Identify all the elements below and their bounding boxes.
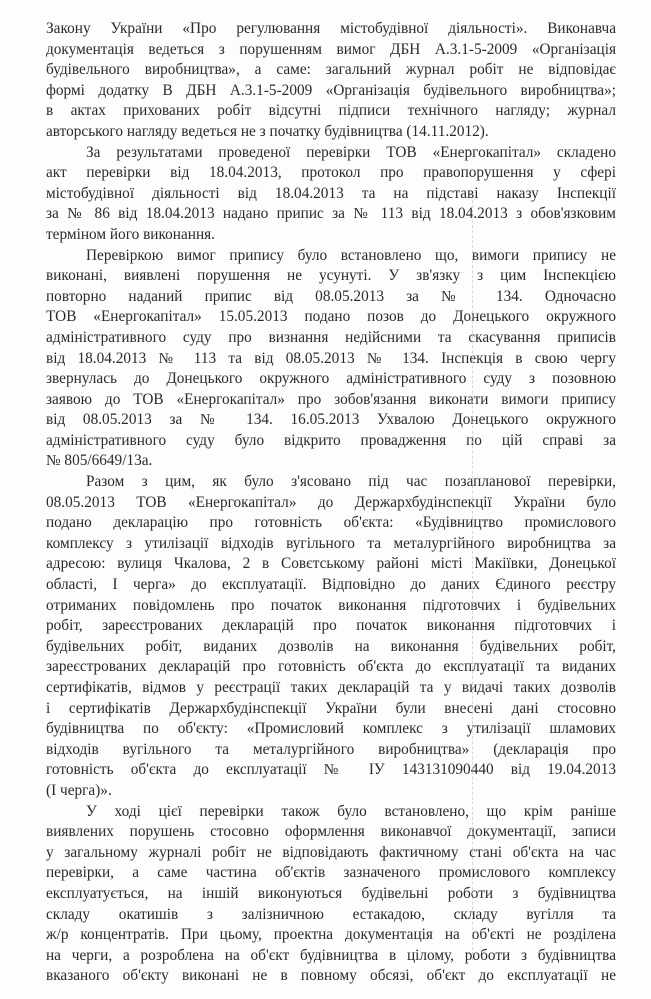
- text-line: авторського нагляду ведеться не з початку будівництва (14.11.2012).: [46, 122, 489, 140]
- text-line: формі додатку В ДБН А.3.1-5-2009 «Організація будівельного виробництва»;: [46, 81, 616, 99]
- paragraph: [46, 246, 616, 473]
- text-line: комплексу з утилізації відходів вугільного та металургійного виробництва за: [46, 534, 616, 552]
- text-line: і сертифікатів Держархбудінспекції України були внесені дані стосовно: [46, 699, 616, 717]
- text-line: будівництва по об'єкту: «Промисловий комплекс з утилізації шламових: [46, 720, 616, 738]
- text-line: відходів вугільного та металургійного виробництва» (декларація про: [46, 740, 616, 758]
- text-line: (І черга)».: [46, 781, 112, 799]
- paragraph: [46, 802, 616, 987]
- text-line: області, I черга» до експлуатації. Відповідно до даних Єдиного реєстру: [46, 576, 616, 594]
- document-page: [46, 19, 616, 987]
- text-line: заявою до ТОВ «Енергокапітал» про зобов'язання виконати вимоги припису: [46, 390, 616, 408]
- text-line: будівельних робіт, виданих дозволів на виконання будівельних робіт,: [46, 637, 616, 655]
- text-line: перевірки, а саме частина об'єктів зазначеного промислового комплексу: [46, 864, 616, 882]
- paragraph: [46, 472, 616, 802]
- text-line: звернулась до Донецького окружного адміністративного суду з позовною: [46, 370, 616, 388]
- text-line: У ході цієї перевірки також було встановлено, що крім раніше: [86, 802, 616, 820]
- text-line: містобудівної діяльності від 18.04.2013 та на підставі наказу Інспекції: [46, 184, 616, 202]
- paragraph: [46, 143, 616, 246]
- scan-fold-line: [472, 200, 474, 960]
- text-line: адресою: вулиця Чкалова, 2 в Совєтському районі місті Макіївки, Донецької: [46, 555, 616, 573]
- text-line: виявлених порушень стосовно оформлення виконавчої документації, записи: [46, 823, 616, 841]
- text-line: експлуатується, на іншій виконуються будівельні роботи з будівництва: [46, 884, 616, 902]
- text-line: адміністративного суду про визнання недійсними та скасування приписів: [46, 328, 616, 346]
- text-line: документація ведеться з порушенням вимог ДБН А.3.1-5-2009 «Організація: [46, 40, 616, 58]
- text-line: будівельного виробництва», а саме: загальний журнал робіт не відповідає: [46, 61, 616, 79]
- text-line: ж/р концентратів. При цьому, проектна документація на об'єкті не розділена: [46, 926, 616, 944]
- text-line: зареєстрованих декларацій про готовність об'єкта до експлуатації та виданих: [46, 658, 616, 676]
- text-line: адміністративного суду було відкрито провадження по цій справі за: [46, 431, 616, 449]
- text-line: отриманих повідомлень про початок виконання підготовчих і будівельних: [46, 596, 616, 614]
- text-line: Разом з цим, як було з'ясовано під час позапланової перевірки,: [86, 473, 616, 491]
- text-line: 08.05.2013 ТОВ «Енергокапітал» до Держархбудінспекції України було: [46, 493, 616, 511]
- text-line: від 08.05.2013 за № 134. 16.05.2013 Ухвалою Донецького окружного: [46, 411, 616, 429]
- text-line: готовність об'єкта до експлуатації № ІУ 143131090440 від 19.04.2013: [46, 761, 616, 779]
- text-line: № 805/6649/13а.: [46, 452, 153, 470]
- text-line: подано декларацію про готовність об'єкта: «Будівництво промислового: [46, 514, 616, 532]
- text-line: За результатами проведеної перевірки ТОВ «Енергокапітал» складено: [86, 143, 616, 161]
- text-line: у загальному журналі робіт не відповідають фактичному стані об'єкта на час: [46, 843, 616, 861]
- text-line: робіт, зареєстрованих декларацій про початок виконання підготовчих і: [46, 617, 616, 635]
- paragraph: [46, 19, 616, 143]
- text-line: від 18.04.2013 № 113 та від 08.05.2013 № 134. Інспекція в свою чергу: [46, 349, 616, 367]
- text-line: вказаного об'єкту виконані не в повному обсязі, об'єкт до експлуатації не: [46, 967, 616, 985]
- text-line: в актах прихованих робіт відсутні підписи технічного нагляду; журнал: [46, 102, 616, 120]
- text-line: ТОВ «Енергокапітал» 15.05.2013 подано позов до Донецького окружного: [46, 308, 616, 326]
- text-line: сертифікатів, відмов у реєстрації таких декларацій та у видачі таких дозволів: [46, 679, 616, 696]
- text-line: складу окатишів з залізничною естакадою, складу вугілля та: [46, 905, 616, 923]
- text-line: Перевіркою вимог припису було встановлено що, вимоги припису не: [86, 246, 616, 264]
- text-line: терміном його виконання.: [46, 225, 215, 243]
- text-line: повторно наданий припис від 08.05.2013 за № 134. Одночасно: [46, 287, 616, 305]
- text-line: акт перевірки від 18.04.2013, протокол про правопорушення у сфері: [46, 164, 616, 182]
- text-line: на черги, а розроблена на об'єкт будівництва в цілому, роботи з будівництва: [46, 946, 616, 964]
- text-line: за № 86 від 18.04.2013 надано припис за № 113 від 18.04.2013 з обов'язковим: [46, 205, 616, 223]
- text-line: Закону України «Про регулювання містобудівної діяльності». Виконавча: [46, 20, 616, 37]
- text-line: виконані, виявлені порушення не усунуті. У зв'язку з цим Інспекцією: [46, 267, 616, 285]
